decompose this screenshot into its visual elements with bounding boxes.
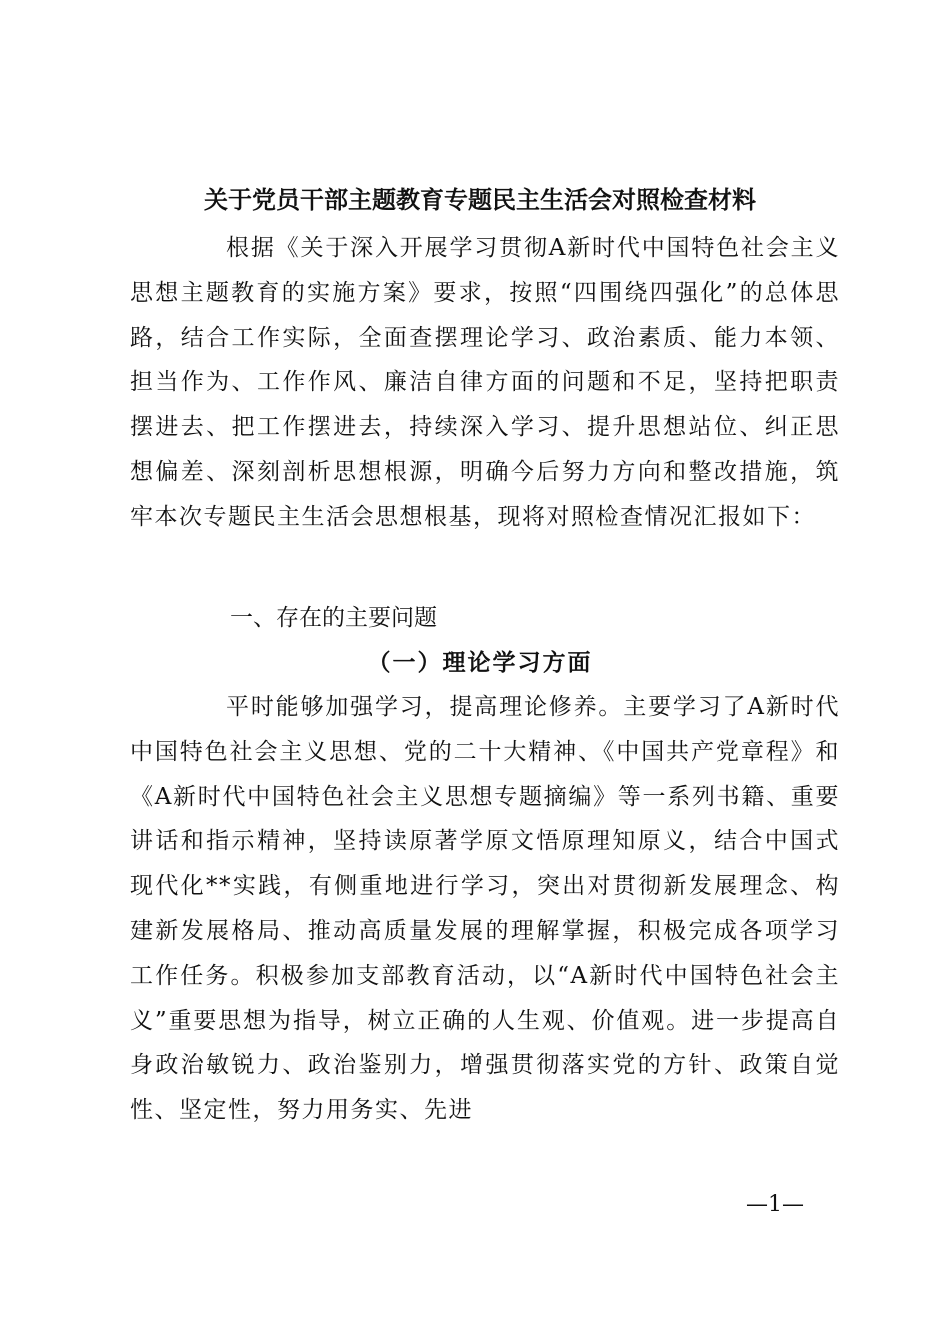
page-number: —1—: [746, 1192, 804, 1217]
body-paragraph: 平时能够加强学习，提高理论修养。主要学习了A新时代中国特色社会主义思想、党的二十大精神、《中国共产党章程》和《A新时代中国特色社会主义思想专题摘编》等一系列书籍、重要讲话和指示精神，坚持读原著学原文悟原理知原义，结合中国式现代化**实践，有侧重地进行学习，突出对贯彻新发展理念、构建新发展格局、推动高质量发展的理解掌握，积极完成各项学习工作任务。积极参加支部教育活动，以“A新时代中国特色社会主义”重要思想为指导，树立正确的人生观、价值观。进一步提高自身政治敏锐力、政治鉴别力，增强贯彻落实党的方针、政策自觉性、坚定性，努力用务实、先进: [130, 694, 840, 1124]
subsection-heading: （一）理论学习方面: [367, 649, 593, 676]
section-heading: 一、存在的主要问题: [230, 605, 437, 631]
intro-paragraph: 根据《关于深入开展学习贯彻A新时代中国特色社会主义思想主题教育的实施方案》要求，按照“四围绕四强化”的总体思路，结合工作实际，全面查摆理论学习、政治素质、能力本领、担当作为、工作作风、廉洁自律方面的问题和不足，坚持把职责摆进去、把工作摆进去，持续深入学习、提升思想站位、纠正思想偏差、深刻剖析思想根源，明确今后努力方向和整改措施，筑牢本次专题民主生活会思想根基，现将对照检查情况汇报如下：: [130, 235, 840, 530]
document-title: 关于党员干部主题教育专题民主生活会对照检查材料: [204, 185, 756, 214]
